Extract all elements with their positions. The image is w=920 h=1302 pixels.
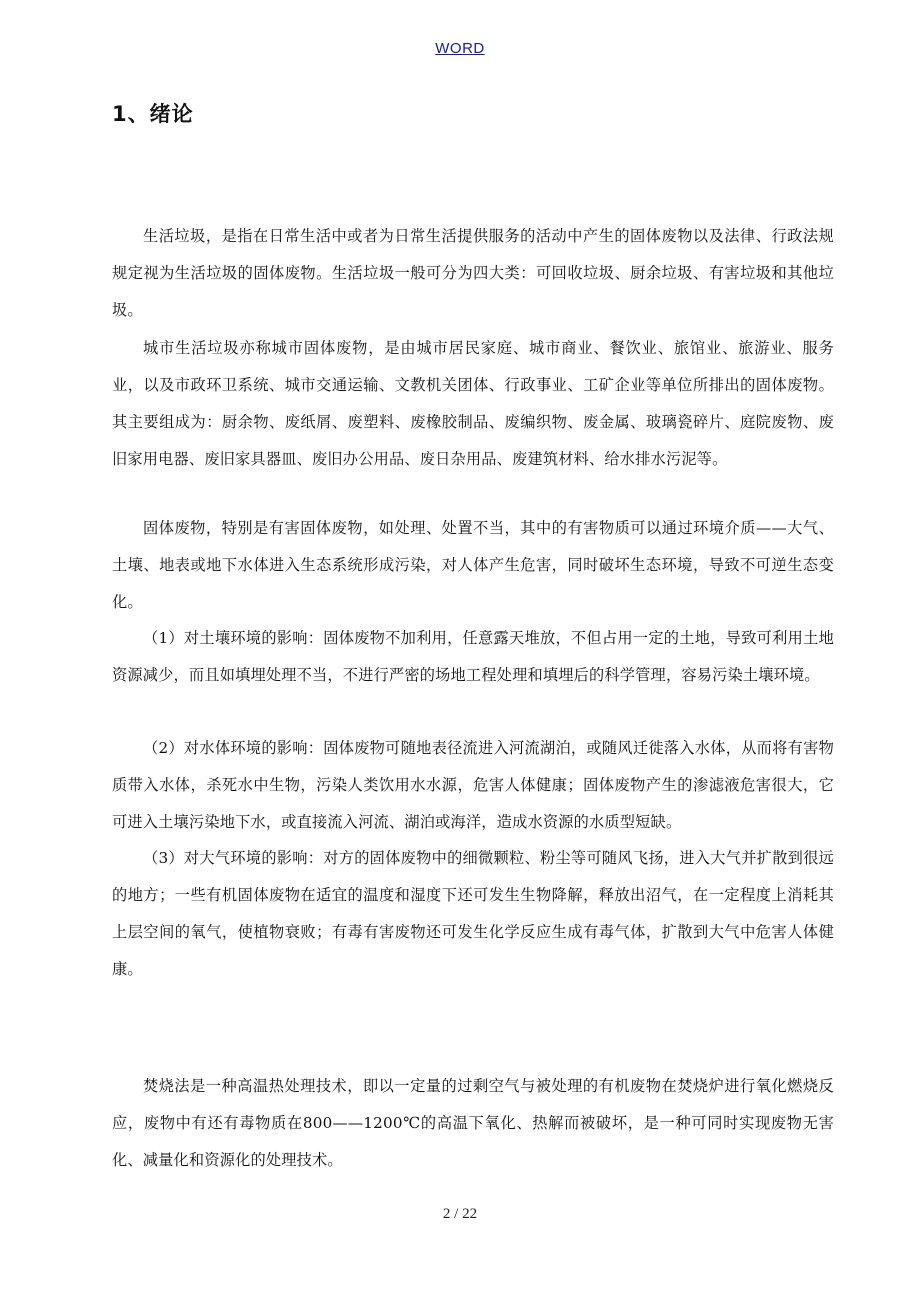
paragraph-air-impact: （3）对大气环境的影响：对方的固体废物中的细微颗粒、粉尘等可随风飞扬，进入大气并扩散到很远的地方；一些有机固体废物在适宜的温度和湿度下还可发生生物降解，释放出沼气，在一定程度上消耗其上层空间的氧气，使植物衰败；有毒有害废物还可发生化学反应生成有毒气体，扩散到大气中危害人体健康。: [112, 849, 834, 978]
paragraph-water-impact: （2）对水体环境的影响：固体废物可随地表径流进入河流湖泊，或随风迁徙落入水体，从而将有害物质带入水体，杀死水中生物，污染人类饮用水水源，危害人体健康；固体废物产生的渗滤液危害很大，它可进入土壤污染地下水，或直接流入河流、湖泊或海洋，造成水资源的水质型短缺。: [112, 739, 834, 831]
paragraph-municipal-solid-waste: 城市生活垃圾亦称城市固体废物，是由城市居民家庭、城市商业、餐饮业、旅馆业、旅游业、服务业，以及市政环卫系统、城市交通运输、文教机关团体、行政事业、工矿企业等单位所排出的固体废物。其主要组成为：厨余物、废纸屑、废塑料、废橡胶制品、废编织物、废金属、玻璃瓷碎片、庭院废物、废旧家用电器、废旧家具器皿、废旧办公用品、废日杂用品、废建筑材料、给水排水污泥等。: [112, 339, 834, 468]
paragraph-incineration: 焚烧法是一种高温热处理技术，即以一定量的过剩空气与被处理的有机废物在焚烧炉进行氧化燃烧反应，废物中有还有毒物质在800——1200℃的高温下氧化、热解而被破坏，是一种可同时实现废物无害化、减量化和资源化的处理技术。: [112, 1077, 834, 1169]
paragraph-household-waste-definition: 生活垃圾，是指在日常生活中或者为日常生活提供服务的活动中产生的固体废物以及法律、行政法规规定视为生活垃圾的固体废物。生活垃圾一般可分为四大类：可回收垃圾、厨余垃圾、有害垃圾和其他垃圾。: [112, 227, 834, 319]
header-word-link[interactable]: WORD: [435, 40, 485, 57]
paragraph-solid-waste-hazards: 固体废物，特别是有害固体废物，如处理、处置不当，其中的有害物质可以通过环境介质——大气、土壤、地表或地下水体进入生态系统形成污染，对人体产生危害，同时破坏生态环境，导致不可逆生态变化。: [112, 519, 834, 611]
section-title: 1、绪论: [112, 102, 194, 126]
page-number: 2 / 22: [442, 1206, 478, 1222]
paragraph-soil-impact: （1）对土壤环境的影响：固体废物不加利用，任意露天堆放，不但占用一定的土地，导致可利用土地资源减少，而且如填埋处理不当，不进行严密的场地工程处理和填埋后的科学管理，容易污染土壤环境。: [112, 629, 834, 684]
